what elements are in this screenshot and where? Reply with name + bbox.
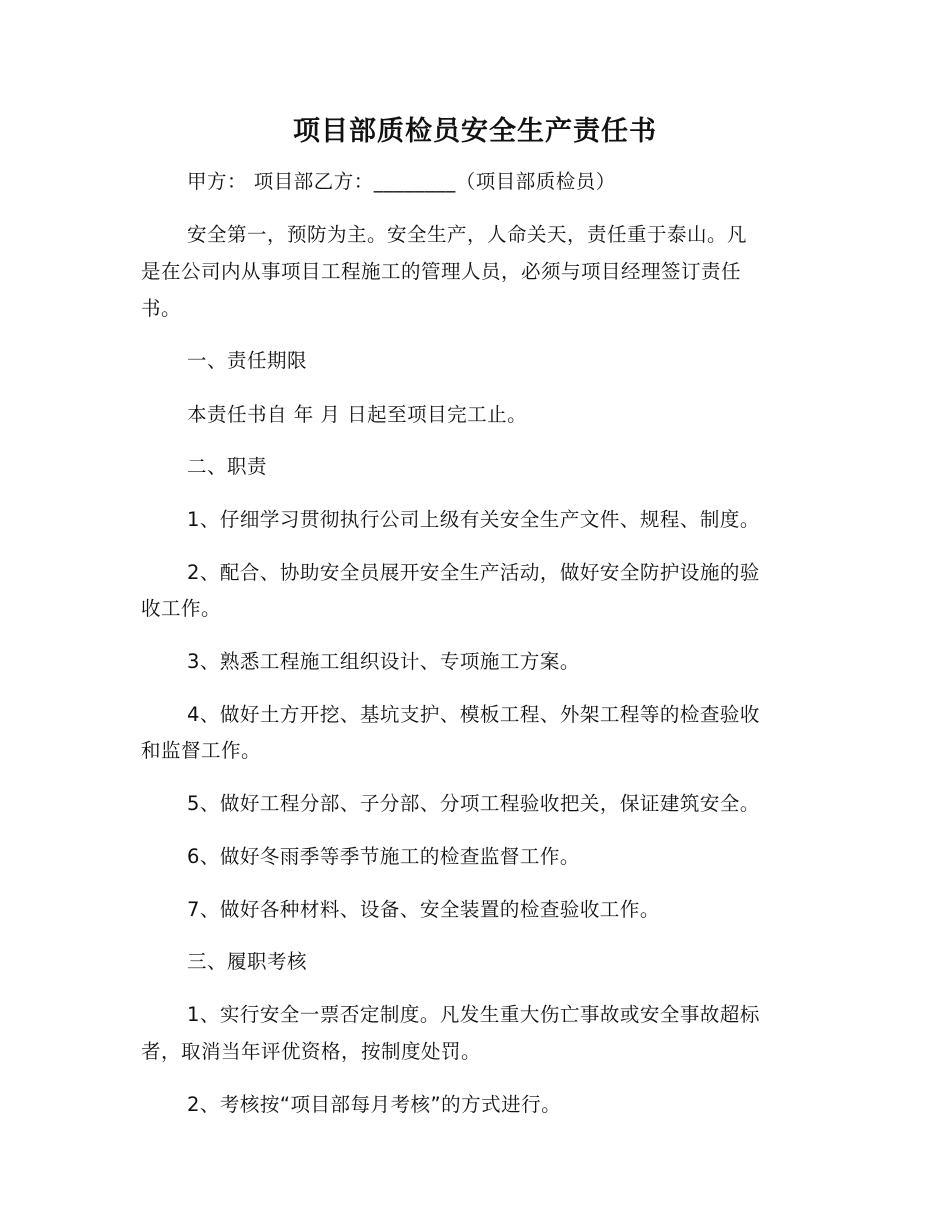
preamble-line-2: 是在公司内从事项目工程施工的管理人员，必须与项目经理签订责任: [141, 260, 742, 283]
duty-item-1: 1、仔细学习贯彻执行公司上级有关安全生产文件、规程、制度。: [187, 508, 760, 531]
section-heading-term: 一、责任期限: [187, 349, 308, 372]
parties-line: 甲方： 项目部乙方：________（项目部质检员）: [187, 170, 616, 193]
preamble-line-3: 书。: [141, 297, 182, 320]
assessment-item-2: 2、考核按“项目部每月考核”的方式进行。: [187, 1093, 562, 1116]
document-title: 项目部质检员安全生产责任书: [293, 116, 657, 147]
duty-item-4: 4、做好土方开挖、基坑支护、模板工程、外架工程等的检查验收: [187, 703, 760, 726]
duty-item-2-cont: 收工作。: [141, 597, 222, 620]
duty-item-2: 2、配合、协助安全员展开安全生产活动，做好安全防护设施的验: [187, 561, 760, 584]
term-text: 本责任书自 年 月 日起至项目完工止。: [187, 403, 528, 426]
duty-item-3: 3、熟悉工程施工组织设计、专项施工方案。: [187, 650, 580, 673]
duty-item-4-cont: 和监督工作。: [141, 739, 262, 762]
duty-item-5: 5、做好工程分部、子分部、分项工程验收把关，保证建筑安全。: [187, 792, 760, 815]
section-heading-duties: 二、职责: [187, 455, 268, 478]
section-heading-assessment: 三、履职考核: [187, 950, 308, 973]
assessment-item-1-cont: 者，取消当年评优资格，按制度处罚。: [141, 1040, 482, 1063]
duty-item-7: 7、做好各种材料、设备、安全装置的检查验收工作。: [187, 898, 660, 921]
assessment-item-1: 1、实行安全一票否定制度。凡发生重大伤亡事故或安全事故超标: [187, 1003, 760, 1026]
preamble-line-1: 安全第一，预防为主。安全生产，人命关天，责任重于泰山。凡: [187, 223, 748, 246]
duty-item-6: 6、做好冬雨季等季节施工的检查监督工作。: [187, 845, 580, 868]
